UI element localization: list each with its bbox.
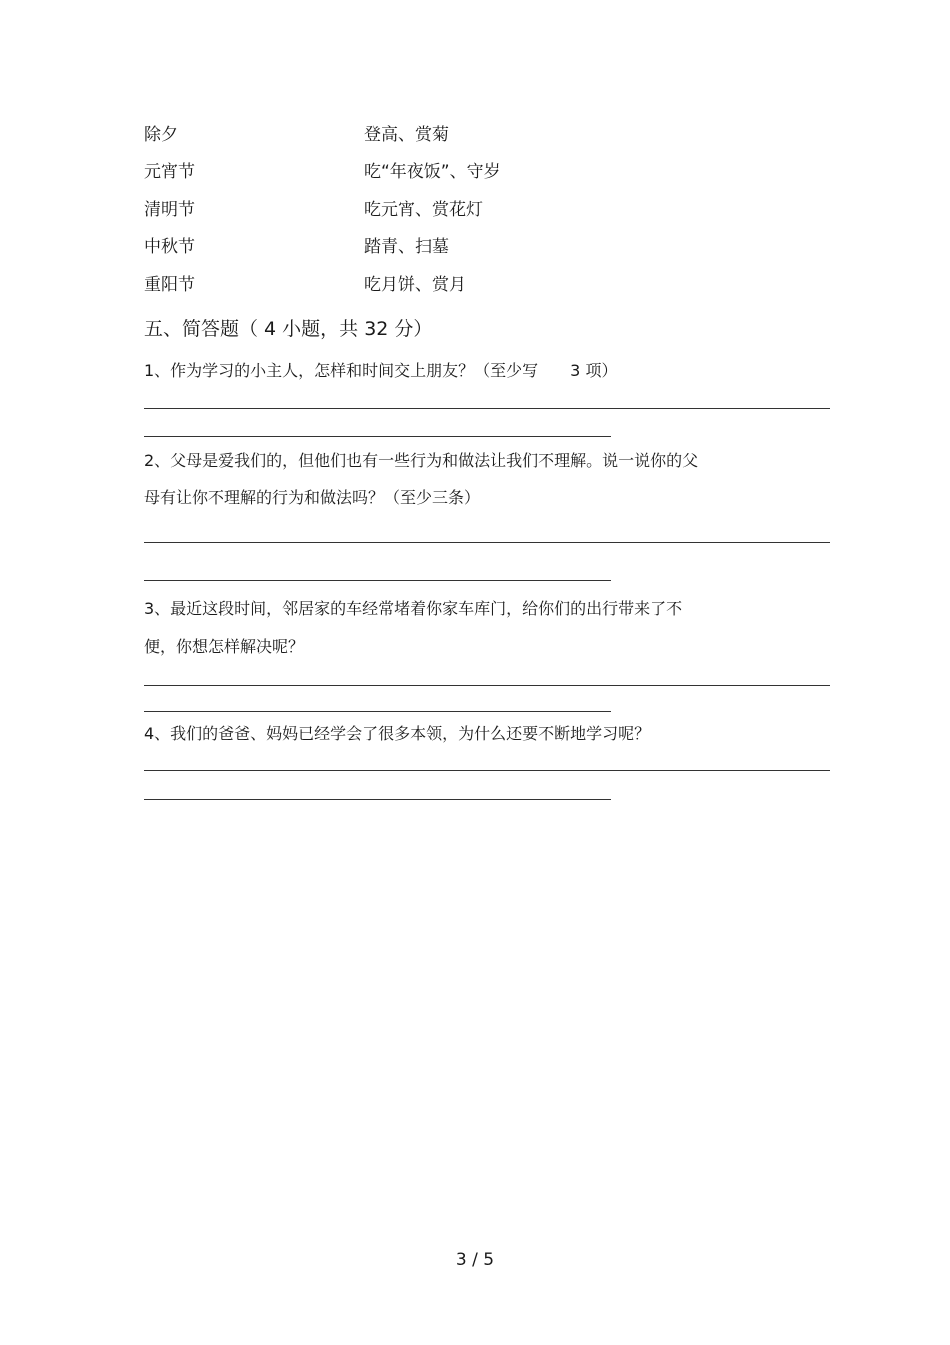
- section-title: 五、简答题（ 4 小题，共 32 分）: [144, 318, 433, 340]
- question-text: 1、作为学习的小主人，怎样和时间交上朋友？（至少写 3 项）: [144, 361, 618, 380]
- answer-line[interactable]: [144, 436, 611, 437]
- festival-name: 清明节: [144, 200, 195, 220]
- question-text: 4、我们的爸爸、妈妈已经学会了很多本领，为什么还要不断地学习呢？: [144, 724, 651, 743]
- question-text: 3、最近这段时间，邻居家的车经常堵着你家车库门，给你们的出行带来了不: [144, 599, 683, 618]
- answer-line[interactable]: [144, 580, 611, 581]
- answer-line[interactable]: [144, 542, 830, 543]
- festival-name: 中秋节: [144, 237, 195, 257]
- question-text: 母有让你不理解的行为和做法吗？（至少三条）: [144, 488, 481, 507]
- festival-custom: 吃元宵、赏花灯: [364, 200, 483, 220]
- festival-name: 重阳节: [144, 275, 195, 295]
- festival-name: 元宵节: [144, 162, 195, 182]
- answer-line[interactable]: [144, 408, 830, 409]
- festival-name: 除夕: [144, 125, 178, 145]
- answer-line[interactable]: [144, 799, 611, 800]
- matching-row: [144, 123, 744, 147]
- festival-custom: 踏青、扫墓: [364, 237, 449, 257]
- question-text: 2、父母是爱我们的，但他们也有一些行为和做法让我们不理解。说一说你的父: [144, 451, 699, 470]
- matching-row: [144, 198, 744, 222]
- matching-row: [144, 160, 744, 184]
- answer-line[interactable]: [144, 685, 830, 686]
- festival-custom: 吃月饼、赏月: [364, 275, 466, 295]
- question-text: 便，你想怎样解决呢？: [144, 637, 305, 656]
- festival-custom: 登高、赏菊: [364, 125, 449, 145]
- answer-line[interactable]: [144, 770, 830, 771]
- festival-custom: 吃“年夜饭”、守岁: [364, 162, 501, 182]
- page-number: 3 / 5: [455, 1250, 495, 1270]
- answer-line[interactable]: [144, 711, 611, 712]
- matching-row: [144, 273, 744, 297]
- matching-row: [144, 235, 744, 259]
